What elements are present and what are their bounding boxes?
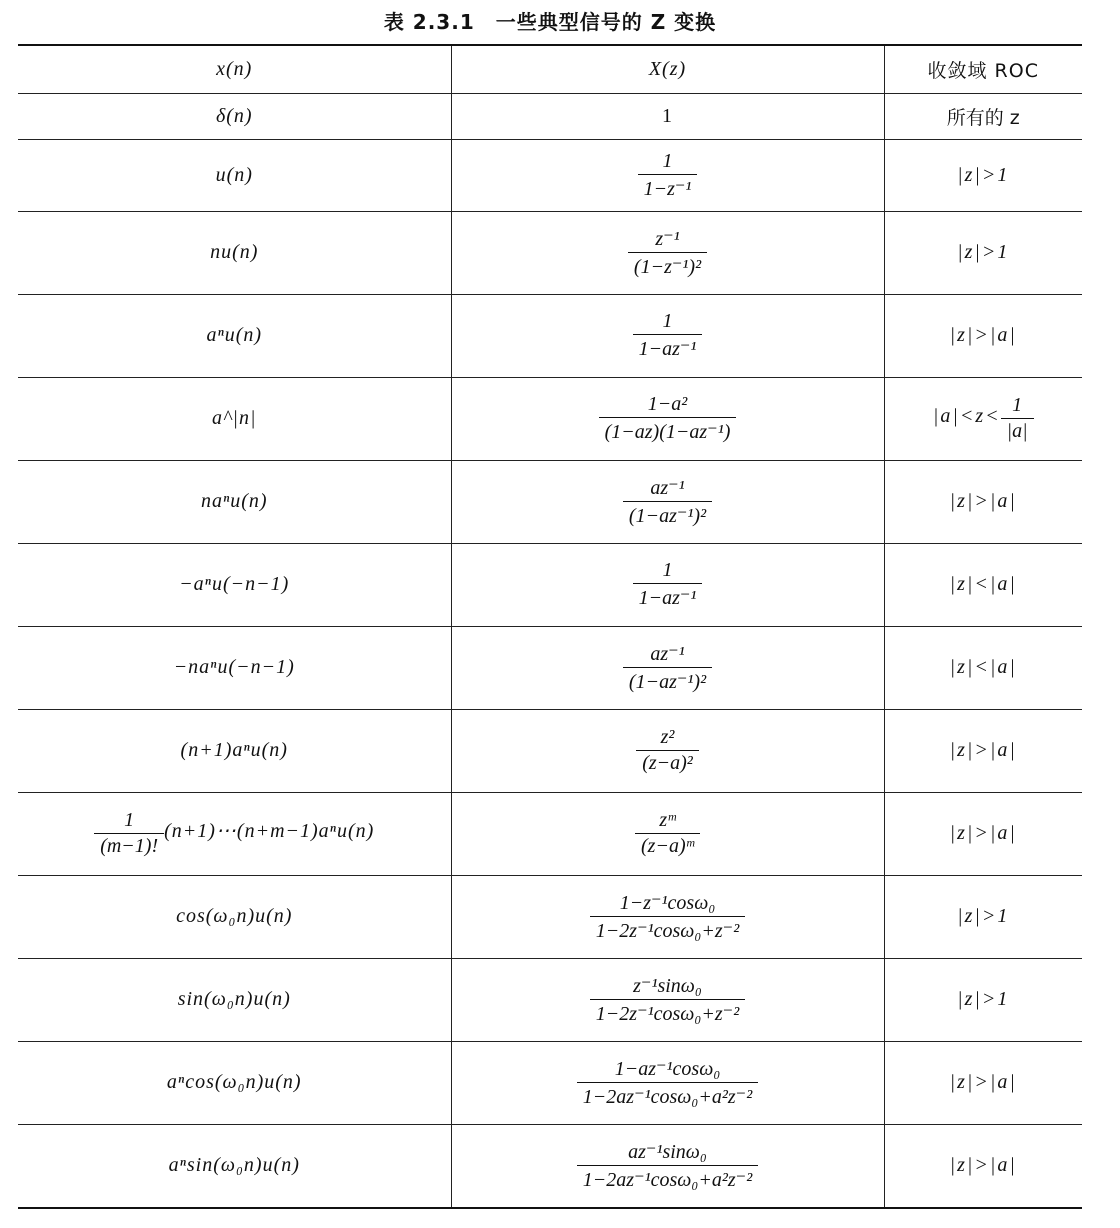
signal-cell: δ(n) — [18, 93, 451, 139]
signal-cell: $\frac{1}{(m-1)!}$ (n+1)⋯(n+m−1)aⁿu(n) — [18, 792, 451, 875]
transform-cell — [451, 709, 884, 792]
transform-cell — [451, 139, 884, 211]
transform-fraction: $\frac{\text{1−a²}}{\text{(1−az)(1−az⁻¹)}}$ — [599, 393, 737, 444]
table-row — [18, 1041, 1082, 1124]
signal-cell: aⁿsin(ω₀n)u(n) — [18, 1124, 451, 1208]
transform-cell — [451, 377, 884, 460]
header-row — [18, 45, 1082, 93]
table-row — [18, 93, 1082, 139]
table-caption: 表 2.3.1 一些典型信号的 Z 变换 — [383, 10, 717, 34]
signal-cell: (n+1)aⁿu(n) — [18, 709, 451, 792]
table-row — [18, 211, 1082, 294]
signal-cell: a^|n| — [18, 377, 451, 460]
table-row — [18, 626, 1082, 709]
roc-cell: |z|>1 — [884, 958, 1082, 1041]
roc-cell: |z|>|a| — [884, 709, 1082, 792]
roc-cell: |z|>|a| — [884, 1124, 1082, 1208]
roc-cell: |z|>|a| — [884, 294, 1082, 377]
transform-fraction: $\frac{\text{zᵐ}}{\text{(z−a)ᵐ}}$ — [635, 809, 700, 858]
signal-cell: nu(n) — [18, 211, 451, 294]
header-roc: 收敛域 ROC — [884, 45, 1082, 93]
signal-cell: cos(ω₀n)u(n) — [18, 875, 451, 958]
signal-fraction: $\frac{1}{(m-1)!}$ — [94, 809, 164, 858]
table-row — [18, 377, 1082, 460]
transform-cell — [451, 294, 884, 377]
transform-cell — [451, 211, 884, 294]
roc-cell: |z|>1 — [884, 875, 1082, 958]
transform-fraction: $\frac{1}{\text{1−az⁻¹}}$ — [633, 310, 703, 361]
transform-fraction: $\frac{1}{\text{1−az⁻¹}}$ — [633, 559, 703, 610]
signal-cell: naⁿu(n) — [18, 460, 451, 543]
roc-cell: |z|>|a| — [884, 792, 1082, 875]
signal-cell: −aⁿu(−n−1) — [18, 543, 451, 626]
header-signal: x(n) — [18, 45, 451, 93]
roc-cell: |z|>1 — [884, 139, 1082, 211]
signal-cell: aⁿu(n) — [18, 294, 451, 377]
roc-fraction: $\frac{1}{|a|}$ — [1001, 394, 1034, 443]
table-row — [18, 139, 1082, 211]
header-transform: X(z) — [451, 45, 884, 93]
table-row — [18, 543, 1082, 626]
transform-cell — [451, 1041, 884, 1124]
transform-cell — [451, 1124, 884, 1208]
table-row — [18, 792, 1082, 875]
table-row — [18, 709, 1082, 792]
roc-cell: |z|>|a| — [884, 460, 1082, 543]
table-row — [18, 958, 1082, 1041]
roc-cell: |z|>1 — [884, 211, 1082, 294]
z-transform-table — [18, 44, 1082, 1209]
transform-fraction: $\frac{\text{az⁻¹sinω₀}}{\text{1−2az⁻¹cosω₀+a²z⁻²}}$ — [577, 1139, 758, 1192]
table-row — [18, 875, 1082, 958]
roc-cell: |a|<z< $\frac{1}{|a|}$ — [884, 377, 1082, 460]
roc-cell: |z|>|a| — [884, 1041, 1082, 1124]
transform-fraction: $\frac{\text{z²}}{\text{(z−a)²}}$ — [636, 726, 699, 775]
signal-cell: u(n) — [18, 139, 451, 211]
transform-cell — [451, 543, 884, 626]
transform-fraction: $\frac{1}{\text{1−z⁻¹}}$ — [638, 150, 698, 201]
roc-cell: |z|<|a| — [884, 543, 1082, 626]
table-row — [18, 1124, 1082, 1208]
transform-cell — [451, 792, 884, 875]
transform-fraction: $\frac{\text{az⁻¹}}{\text{(1−az⁻¹)²}}$ — [623, 475, 712, 528]
transform-cell — [451, 875, 884, 958]
roc-cell: |z|<|a| — [884, 626, 1082, 709]
signal-cell: −naⁿu(−n−1) — [18, 626, 451, 709]
table-row — [18, 460, 1082, 543]
transform-cell: 1 — [451, 93, 884, 139]
transform-fraction: $\frac{\text{z⁻¹}}{\text{(1−z⁻¹)²}}$ — [628, 226, 707, 279]
transform-cell — [451, 460, 884, 543]
transform-fraction: $\frac{\text{1−z⁻¹cosω₀}}{\text{1−2z⁻¹cosω₀+z⁻²}}$ — [590, 890, 745, 943]
transform-cell — [451, 626, 884, 709]
transform-fraction: $\frac{\text{az⁻¹}}{\text{(1−az⁻¹)²}}$ — [623, 641, 712, 694]
roc-cell: 所有的 z — [884, 93, 1082, 139]
transform-cell — [451, 958, 884, 1041]
transform-fraction: $\frac{\text{1−az⁻¹cosω₀}}{\text{1−2az⁻¹cosω₀+a²z⁻²}}$ — [577, 1056, 758, 1109]
signal-cell: sin(ω₀n)u(n) — [18, 958, 451, 1041]
transform-fraction: $\frac{\text{z⁻¹sinω₀}}{\text{1−2z⁻¹cosω₀+z⁻²}}$ — [590, 973, 745, 1026]
table-row — [18, 294, 1082, 377]
signal-cell: aⁿcos(ω₀n)u(n) — [18, 1041, 451, 1124]
